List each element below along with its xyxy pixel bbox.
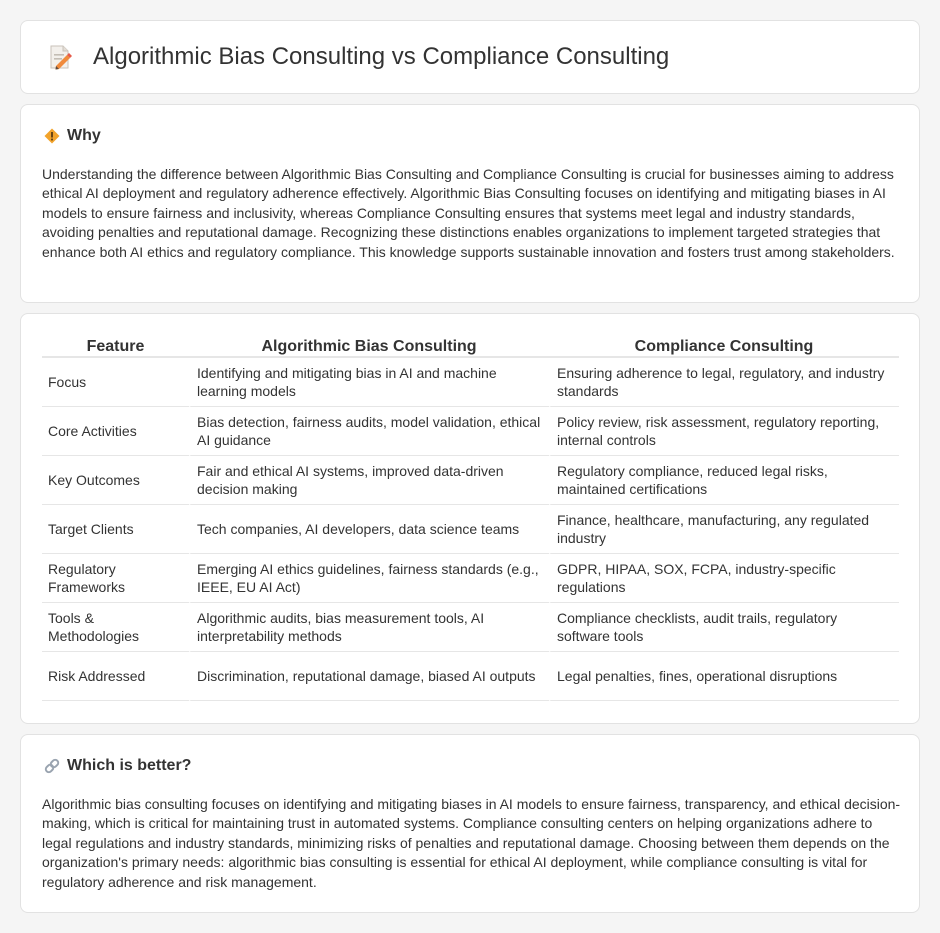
row-feature: Focus	[42, 358, 189, 407]
row-algorithmic-bias: Algorithmic audits, bias measurement tools, AI interpretability methods	[189, 603, 549, 652]
comparison-section	[20, 313, 920, 724]
row-algorithmic-bias: Identifying and mitigating bias in AI and machine learning models	[189, 358, 549, 407]
row-feature: Core Activities	[42, 407, 189, 456]
row-feature: Tools & Methodologies	[42, 603, 189, 652]
row-algorithmic-bias: Emerging AI ethics guidelines, fairness standards (e.g., IEEE, EU AI Act)	[189, 554, 549, 603]
table-row	[42, 652, 899, 701]
warning-diamond-icon	[43, 127, 61, 145]
row-compliance: Finance, healthcare, manufacturing, any regulated industry	[549, 505, 899, 554]
why-text: Understanding the difference between Algorithmic Bias Consulting and Compliance Consulting is crucial for businesses aiming to address ethical AI deployment and regulatory adherence effectively. Algorithmic Bias Consulting focuses on identifying and mitigating biases in AI models to ensure fairness and inclusivity, whereas Compliance Consulting ensures that systems meet legal and industry standards, avoiding penalties and reputational damage. Recognizing these distinctions enables organizations to implement targeted strategies that enhance both AI ethics and regulatory compliance. This knowledge supports sustainable innovation and fosters trust among stakeholders.	[42, 166, 895, 260]
page-title: Algorithmic Bias Consulting vs Compliance Consulting	[93, 43, 670, 70]
better-heading	[43, 757, 191, 775]
better-text: Algorithmic bias consulting focuses on identifying and mitigating biases in AI models to ensure fairness, transparency, and ethical decision-making, which is critical for maintaining trust in automated systems. Compliance consulting centers on helping organizations adhere to legal regulations and industry standards, minimizing risks of penalties and reputational damage. Choosing between them depends on the organization's primary needs: algorithmic bias consulting is essential for ethical AI deployment, while compliance consulting is vital for regulatory adherence and risk management.	[42, 796, 901, 890]
title-row	[47, 43, 669, 71]
why-title: Why	[67, 127, 101, 144]
link-icon	[43, 757, 61, 775]
header-feature: Feature	[42, 336, 189, 358]
table-row	[42, 407, 899, 456]
row-algorithmic-bias: Bias detection, fairness audits, model validation, ethical AI guidance	[189, 407, 549, 456]
table-header-row	[42, 336, 899, 358]
document-pencil-icon	[47, 43, 73, 71]
row-compliance: Ensuring adherence to legal, regulatory, and industry standards	[549, 358, 899, 407]
row-feature: Target Clients	[42, 505, 189, 554]
row-algorithmic-bias: Fair and ethical AI systems, improved data-driven decision making	[189, 456, 549, 505]
table-row	[42, 505, 899, 554]
row-feature: Key Outcomes	[42, 456, 189, 505]
row-compliance: Policy review, risk assessment, regulatory reporting, internal controls	[549, 407, 899, 456]
row-algorithmic-bias: Discrimination, reputational damage, biased AI outputs	[189, 652, 549, 701]
table-row	[42, 603, 899, 652]
row-feature: Risk Addressed	[42, 652, 189, 701]
why-section	[20, 104, 920, 303]
table-row	[42, 554, 899, 603]
title-card	[20, 20, 920, 94]
table-row	[42, 456, 899, 505]
header-algorithmic-bias: Algorithmic Bias Consulting	[189, 336, 549, 358]
better-title: Which is better?	[67, 757, 192, 774]
row-compliance: Legal penalties, fines, operational disruptions	[549, 652, 899, 701]
which-is-better-section	[20, 734, 920, 913]
header-compliance: Compliance Consulting	[549, 336, 899, 358]
why-heading	[43, 127, 101, 145]
row-compliance: Compliance checklists, audit trails, regulatory software tools	[549, 603, 899, 652]
row-feature: Regulatory Frameworks	[42, 554, 189, 603]
table-row	[42, 358, 899, 407]
row-compliance: GDPR, HIPAA, SOX, FCPA, industry-specific regulations	[549, 554, 899, 603]
comparison-table	[42, 336, 899, 701]
row-algorithmic-bias: Tech companies, AI developers, data science teams	[189, 505, 549, 554]
row-compliance: Regulatory compliance, reduced legal risks, maintained certifications	[549, 456, 899, 505]
